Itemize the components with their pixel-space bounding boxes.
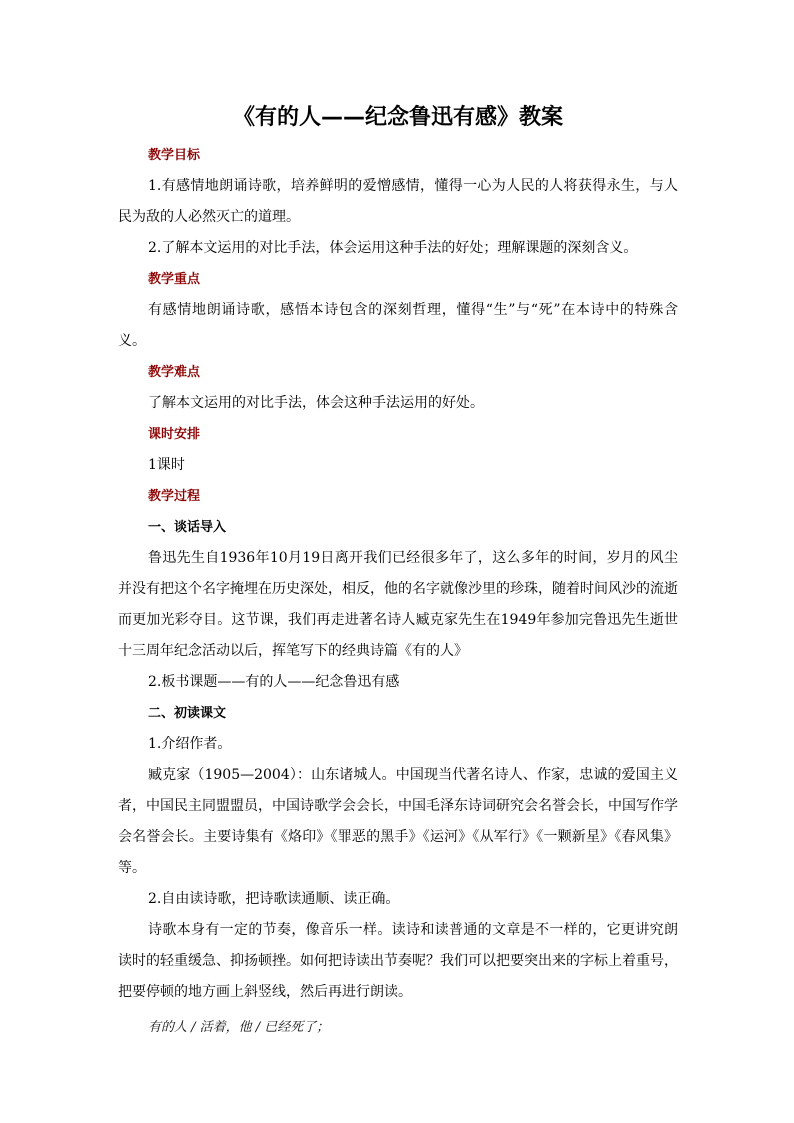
difficulty-heading: 教学难点 bbox=[148, 365, 201, 380]
step2-paragraph-1: 1.介绍作者。 bbox=[148, 736, 232, 752]
step1-paragraph-1: 鲁迅先生自1936年10月19日离开我们已经很多年了，这么多年的时间，岁月的风尘并没有把这个名字掩埋在历史深处，相反，他的名字就像沙里的珍珠，随着时间风沙的流逝而更加光彩夺目。这节课，我们再走进著名诗人臧克家先生在1949年参加完鲁迅先生逝世十三周年纪念活动以后，挥笔写下的经典诗篇《有的人》 bbox=[118, 550, 678, 659]
process-heading: 教学过程 bbox=[148, 489, 201, 504]
poem-line-1: 有的人 / 活着，他 / 已经死了； bbox=[148, 1020, 330, 1035]
goal-heading: 教学目标 bbox=[148, 148, 201, 163]
step2-paragraph-2: 臧克家（1905—2004）：山东诸城人。中国现当代著名诗人、作家，忠诚的爱国主义者，中国民主同盟盟员，中国诗歌学会会长，中国毛泽东诗词研究会名誉会长，中国写作学会名誉会长。主要诗集有《烙印》《罪恶的黑手》《运河》《从军行》《一颗新星》《春风集》等。 bbox=[118, 767, 678, 876]
difficulty-paragraph: 了解本文运用的对比手法，体会这种手法运用的好处。 bbox=[148, 395, 484, 411]
key-point-heading: 教学重点 bbox=[148, 272, 201, 287]
step2-paragraph-4: 诗歌本身有一定的节奏，像音乐一样。读诗和读普通的文章是不一样的，它更讲究朗读时的轻重缓急、抑扬顿挫。如何把诗读出节奏呢？我们可以把要突出来的字标上着重号，把要停顿的地方画上斜竖线，然后再进行朗读。 bbox=[118, 922, 678, 1000]
schedule-heading: 课时安排 bbox=[148, 427, 201, 442]
goal-paragraph-2: 2.了解本文运用的对比手法，体会运用这种手法的好处；理解课题的深刻含义。 bbox=[148, 240, 638, 256]
key-point-paragraph: 有感情地朗诵诗歌，感悟本诗包含的深刻哲理，懂得“生”与“死”在本诗中的特殊含义。 bbox=[118, 302, 678, 349]
step1-paragraph-2: 2.板书课题——有的人——纪念鲁迅有感 bbox=[148, 674, 400, 690]
schedule-paragraph: 1课时 bbox=[148, 457, 185, 473]
goal-paragraph-1: 1.有感情地朗诵诗歌，培养鲜明的爱憎感情，懂得一心为人民的人将获得永生，与人民为敌的人必然灭亡的道理。 bbox=[118, 178, 678, 225]
step2-paragraph-3: 2.自由读诗歌，把诗歌读通顺、读正确。 bbox=[148, 891, 400, 907]
step2-heading: 二、初读课文 bbox=[148, 706, 227, 721]
step1-heading: 一、谈话导入 bbox=[148, 520, 227, 535]
document-title: 《有的人——纪念鲁迅有感》教案 bbox=[232, 105, 563, 130]
document-page bbox=[118, 96, 678, 1043]
